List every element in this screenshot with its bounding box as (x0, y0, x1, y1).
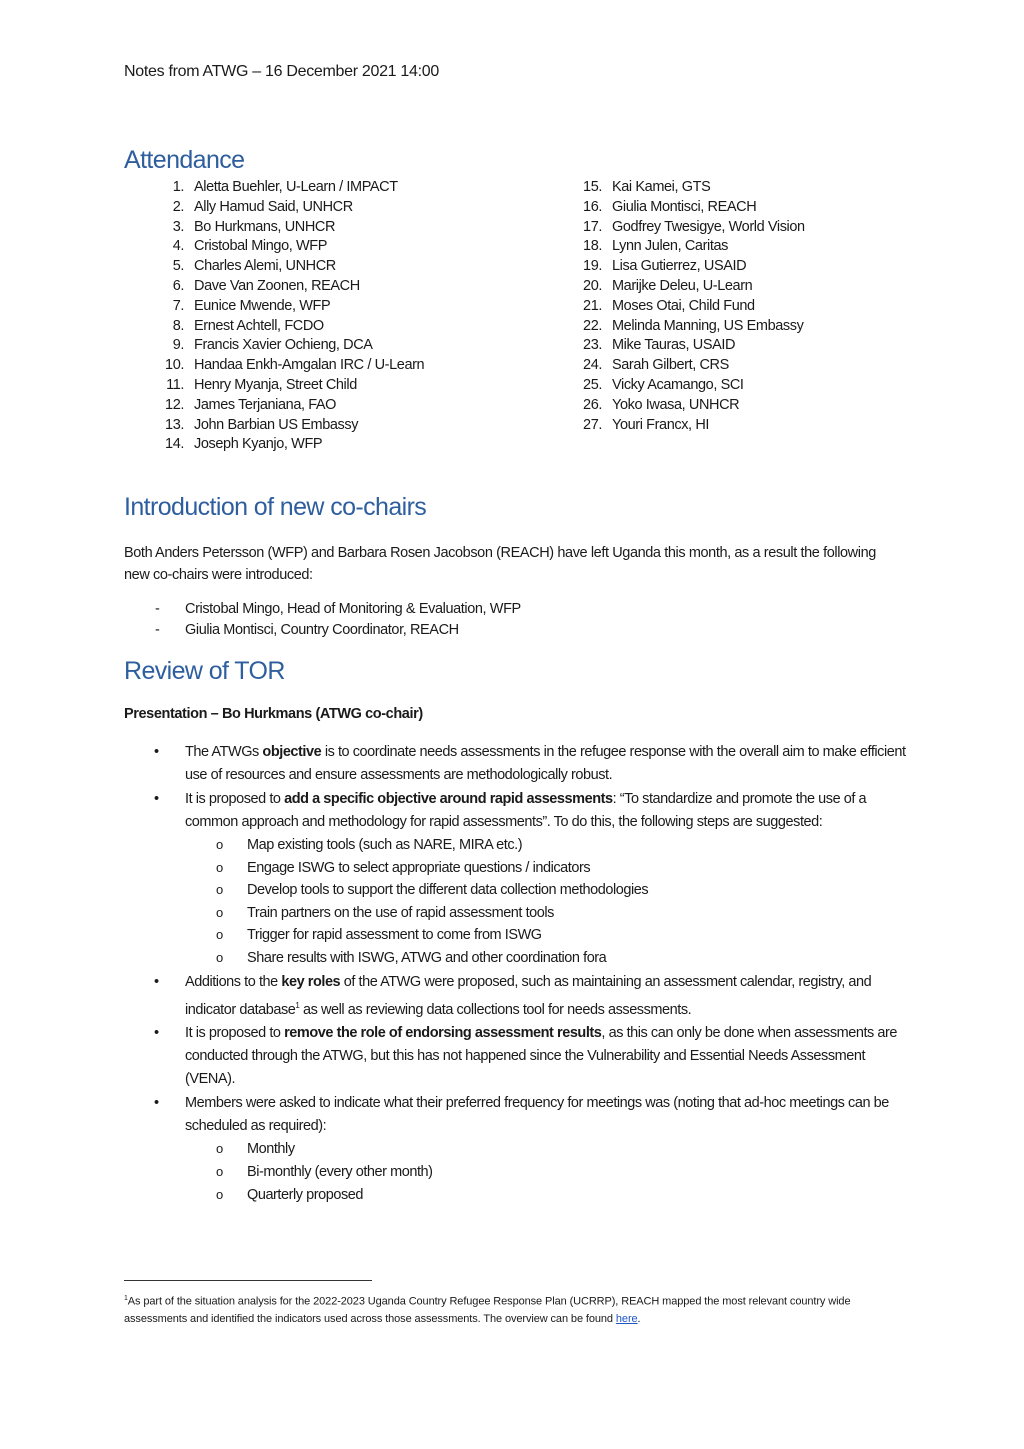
attendee-item (152, 277, 424, 297)
circle-bullet-icon: o (216, 927, 223, 943)
attendee-number: 4. (172, 238, 184, 255)
step-item (185, 857, 914, 880)
attendee-name: Lisa Gutierrez, USAID (612, 258, 747, 275)
attendee-item (152, 416, 424, 436)
attendee-number: 27. (583, 416, 602, 433)
step-item (185, 947, 914, 970)
step-item (185, 902, 914, 925)
attendee-item (152, 435, 424, 455)
page-header: Notes from ATWG – 16 December 2021 14:00 (124, 63, 439, 80)
attendee-number: 5. (172, 258, 184, 275)
attendee-name: Eunice Mwende, WFP (194, 297, 331, 314)
attendee-name: Youri Francx, HI (612, 416, 710, 433)
bold-rapid-assessments: add a specific objective around rapid assessments (284, 791, 613, 807)
attendee-name: Handaa Enkh-Amgalan IRC / U-Learn (194, 357, 425, 374)
attendee-number: 9. (172, 337, 184, 354)
frequency-option (185, 1138, 914, 1161)
attendee-item (570, 356, 805, 376)
attendee-item (152, 198, 424, 218)
attendee-item (152, 178, 424, 198)
attendee-name: Sarah Gilbert, CRS (612, 357, 729, 374)
bullet-meeting-frequency: • Members were asked to indicate what their preferred frequency for meetings was (noting that ad-hoc meetings can be scheduled as required): o Monthly o Bi-monthly (every other month) o Quarterly proposed (124, 1092, 914, 1206)
attendee-name: Melinda Manning, US Embassy (612, 317, 804, 334)
attendee-item (570, 317, 805, 337)
attendance-heading: Attendance (124, 146, 245, 174)
frequency-option-text: Quarterly proposed (247, 1186, 364, 1203)
co-chair-text: Cristobal Mingo, Head of Monitoring & Evaluation, WFP (185, 601, 521, 617)
attendee-number: 20. (583, 277, 602, 294)
attendee-item (570, 416, 805, 436)
attendee-name: Godfrey Twesigye, World Vision (612, 218, 805, 235)
attendee-name: Giulia Montisci, REACH (612, 198, 757, 215)
circle-bullet-icon: o (216, 949, 223, 965)
attendee-item (152, 297, 424, 317)
attendee-item (152, 356, 424, 376)
attendee-item (570, 237, 805, 257)
bold-key-roles: key roles (281, 973, 341, 990)
attendee-name: Joseph Kyanjo, WFP (194, 436, 323, 453)
attendee-name: Ally Hamud Said, UNHCR (194, 198, 353, 215)
attendance-list-right (570, 178, 805, 435)
step-item-text: Engage ISWG to select appropriate questions / indicators (247, 859, 591, 876)
attendee-name: Vicky Acamango, SCI (612, 376, 744, 393)
attendee-name: Charles Alemi, UNHCR (194, 258, 336, 275)
attendee-number: 13. (165, 416, 184, 433)
attendee-item (570, 198, 805, 218)
attendee-number: 23. (583, 337, 602, 354)
step-item-text: Trigger for rapid assessment to come from ISWG (247, 927, 542, 944)
step-item (185, 879, 914, 902)
attendee-name: Aletta Buehler, U-Learn / IMPACT (194, 179, 398, 195)
footnote: $^1$As part of the situation analysis for the 2022-2023 Uganda Country Refugee Response Plan (UCRRP), REACH mapped the most relevant country wide assessments and identified the indicators used across those assessments. The overview can be found here. (124, 1295, 851, 1325)
step-item-text: Map existing tools (such as NARE, MIRA etc.) (247, 837, 523, 853)
attendee-name: Mike Tauras, USAID (612, 337, 736, 354)
attendee-item (570, 376, 805, 396)
frequency-options (185, 1138, 914, 1206)
attendee-item (152, 237, 424, 257)
bullet-icon: • (154, 744, 159, 760)
bullet-icon: • (154, 973, 159, 990)
attendee-item (570, 336, 805, 356)
attendee-number: 10. (165, 357, 184, 374)
attendance-list-left (152, 178, 424, 455)
attendee-name: Bo Hurkmans, UNHCR (194, 218, 336, 235)
presentation-subheading: Presentation – Bo Hurkmans (ATWG co-chair) (124, 706, 423, 722)
attendee-item (570, 218, 805, 238)
rapid-assessment-steps (185, 834, 914, 970)
step-item (185, 924, 914, 947)
bullet-rapid-assessments: • It is proposed to add a specific objective around rapid assessments: “To standardize and promote the use of a common approach and methodology for rapid assessments”. To do this, the following steps are suggested: o Map existing tools (such as NARE, MIRA etc.) o Engage ISWG to select appropriate questions / indicators o Develop tools to support the different data collection methodologies o Train partners on the use of rapid assessment tools o Trigger for rapid assessment to come from ISWG o Share results with ISWG, ATWG and other coordination fora (124, 788, 914, 970)
step-item-text: Share results with ISWG, ATWG and other coordination fora (247, 949, 607, 966)
attendee-name: James Terjaniana, FAO (194, 396, 337, 413)
circle-bullet-icon: o (216, 904, 223, 920)
attendee-name: Cristobal Mingo, WFP (194, 238, 328, 255)
attendee-number: 26. (583, 396, 602, 413)
attendee-name: Kai Kamei, GTS (612, 179, 711, 195)
bullet-key-roles: • Additions to the key roles of the ATWG were proposed, such as maintaining an assessment calendar, registry, and indicator database$^1$ as well as reviewing data collections tool for needs assessments. (124, 971, 914, 1022)
circle-bullet-icon: o (216, 1163, 223, 1179)
step-item-text: Develop tools to support the different data collection methodologies (247, 882, 649, 899)
attendee-number: 15. (583, 179, 602, 195)
attendee-item (152, 396, 424, 416)
attendee-name: Moses Otai, Child Fund (612, 297, 755, 314)
co-chairs-list (155, 599, 521, 641)
bullet-objective: • The ATWGs objective is to coordinate needs assessments in the refugee response with the overall aim to make efficient use of resources and ensure assessments are methodologically robust. (124, 741, 914, 787)
attendee-name: Henry Myanja, Street Child (194, 376, 357, 393)
attendee-number: 25. (583, 376, 602, 393)
attendee-number: 1. (172, 179, 184, 195)
bullet-icon: • (154, 791, 159, 807)
bullet-icon: • (154, 1095, 159, 1112)
bullet-endorsing-role: • It is proposed to remove the role of endorsing assessment results, as this can only be done when assessments are conducted through the ATWG, but this has not happened since the Vulnerability and Essential Needs Assessment (VENA). (124, 1022, 914, 1091)
attendee-item (570, 277, 805, 297)
frequency-option (185, 1184, 914, 1207)
intro-heading: Introduction of new co-chairs (124, 493, 427, 521)
bold-remove-role: remove the role of endorsing assessment results (284, 1025, 602, 1042)
attendee-item (152, 376, 424, 396)
bullet-icon: • (154, 1025, 159, 1042)
attendee-number: 3. (172, 218, 184, 235)
tor-heading: Review of TOR (124, 657, 285, 685)
attendee-number: 8. (172, 317, 184, 334)
intro-paragraph: Both Anders Petersson (WFP) and Barbara Rosen Jacobson (REACH) have left Uganda this month, as a result the following new co-chairs were introduced: (124, 545, 876, 583)
attendee-number: 14. (165, 436, 184, 453)
attendee-item (570, 257, 805, 277)
attendee-item (570, 178, 805, 198)
co-chair-item (155, 620, 521, 641)
step-item-text: Train partners on the use of rapid assessment tools (247, 904, 554, 921)
attendee-item (152, 317, 424, 337)
attendee-name: Dave Van Zoonen, REACH (194, 277, 360, 294)
attendee-number: 22. (583, 317, 602, 334)
circle-bullet-icon: o (216, 882, 223, 898)
co-chair-text: Giulia Montisci, Country Coordinator, REACH (185, 622, 459, 638)
attendee-name: Marijke Deleu, U-Learn (612, 277, 753, 294)
attendee-name: Ernest Achtell, FCDO (194, 317, 324, 334)
circle-bullet-icon: o (216, 1186, 223, 1202)
attendee-name: Lynn Julen, Caritas (612, 238, 728, 255)
frequency-option-text: Monthly (247, 1141, 295, 1158)
frequency-option (185, 1161, 914, 1184)
circle-bullet-icon: o (216, 1141, 223, 1157)
footnote-divider (124, 1280, 372, 1281)
attendee-item (570, 396, 805, 416)
attendee-item (570, 297, 805, 317)
attendee-number: 16. (583, 198, 602, 215)
attendee-number: 19. (583, 258, 602, 275)
footnote-reference[interactable]: 1 (295, 1000, 300, 1010)
circle-bullet-icon: o (216, 859, 223, 875)
dash-icon: - (155, 622, 160, 638)
attendee-name: John Barbian US Embassy (194, 416, 359, 433)
co-chair-item (155, 599, 521, 620)
tor-bullet-list (124, 741, 914, 1207)
bold-objective: objective (262, 744, 322, 760)
attendee-name: Yoko Iwasa, UNHCR (612, 396, 740, 413)
attendee-number: 2. (172, 198, 184, 215)
circle-bullet-icon: o (216, 837, 223, 852)
step-item (185, 834, 914, 857)
attendee-number: 24. (583, 357, 602, 374)
attendee-item (152, 218, 424, 238)
attendee-number: 12. (165, 396, 184, 413)
attendee-item (152, 257, 424, 277)
attendee-item (152, 336, 424, 356)
attendee-number: 17. (583, 218, 602, 235)
dash-icon: - (155, 601, 160, 617)
frequency-option-text: Bi-monthly (every other month) (247, 1163, 433, 1180)
footnote-link[interactable]: here (615, 1312, 638, 1325)
attendee-name: Francis Xavier Ochieng, DCA (194, 337, 373, 354)
attendee-number: 6. (172, 277, 184, 294)
attendee-number: 11. (166, 376, 184, 393)
attendee-number: 7. (172, 297, 184, 314)
attendee-number: 18. (583, 238, 602, 255)
attendee-number: 21. (583, 297, 602, 314)
